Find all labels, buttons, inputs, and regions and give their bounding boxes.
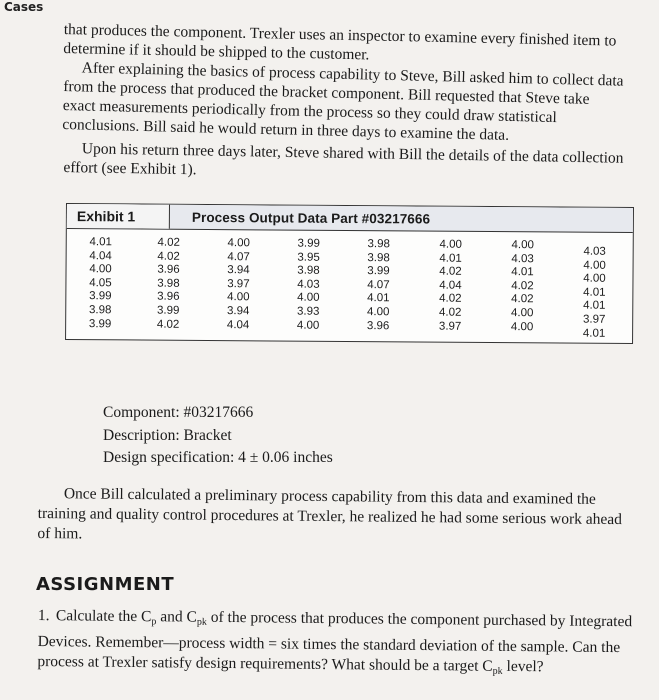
data-column [430, 239, 471, 334]
data-cell: 3.98 [367, 238, 390, 251]
data-column [358, 238, 399, 333]
data-cell: 4.00 [227, 291, 250, 304]
data-cell: 4.01 [89, 236, 112, 249]
data-cell: 4.02 [439, 265, 462, 278]
data-column [148, 237, 189, 332]
data-cell: 3.96 [157, 291, 180, 304]
data-cell: 4.02 [439, 292, 462, 306]
data-cell: 3.95 [297, 251, 320, 264]
data-cell: 4.01 [367, 292, 390, 305]
data-cell: 4.03 [583, 245, 606, 258]
data-cell: 3.98 [157, 277, 180, 290]
data-cell: 4.02 [157, 250, 180, 263]
question-text-c: of the process that produces the component purchased by Integrated Devices. Remember—process width = six times the standard deviation of the sample. Can the process at Trexler satisfy design requirements? What should be a target C [37, 608, 633, 675]
data-cell: 3.96 [157, 263, 180, 276]
paragraph-3: Upon his return three days later, Steve shared with Bill the details of the data collection effort (see Exhibit 1). [63, 140, 624, 179]
data-cell: 3.96 [366, 319, 390, 332]
section-tag: Cases [4, 0, 44, 14]
paragraph-4: Once Bill calculated a preliminary process capability from this data and examined the training and quality control procedures at Trexler, he realized he had some serious work ahead of him. [37, 485, 623, 543]
data-cell: 4.01 [583, 286, 606, 299]
data-cell: 3.94 [227, 264, 250, 277]
data-cell: 4.01 [439, 252, 462, 265]
data-cell: 4.02 [511, 279, 534, 293]
spec-design: Design specification: 4 ± 0.06 inches [103, 449, 333, 466]
assignment-heading: ASSIGNMENT [36, 574, 175, 595]
data-cell: 4.01 [583, 299, 606, 313]
data-cell: 4.00 [583, 259, 606, 272]
data-column [288, 238, 329, 333]
data-cell: 4.00 [510, 307, 534, 320]
data-cell: 4.04 [439, 279, 462, 292]
paragraph-1: that produces the component. Trexler uses an inspector to examine every finished item to determine if it should be shipped to the customer. [63, 20, 617, 64]
data-cell: 4.04 [226, 318, 250, 331]
spec-description: Description: Bracket [103, 426, 232, 444]
data-cell: 3.99 [157, 304, 180, 317]
question-text-d: level? [502, 657, 544, 676]
data-cell: 4.00 [296, 319, 320, 332]
subscript-pk: pk [196, 616, 207, 628]
data-cell: 4.00 [439, 238, 462, 251]
data-column [218, 237, 259, 332]
data-cell: 3.94 [227, 305, 250, 318]
question-text-a: Calculate the C [55, 607, 152, 626]
data-cell: 4.00 [511, 239, 534, 252]
data-cell: 4.00 [89, 263, 112, 276]
data-cell: 3.97 [227, 277, 250, 291]
data-column [574, 246, 615, 341]
data-cell: 3.99 [367, 265, 390, 278]
data-cell: 4.03 [297, 278, 320, 291]
data-cell: 4.00 [583, 272, 606, 285]
data-cell: 4.00 [227, 237, 250, 250]
spec-component: Component: #03217666 [103, 404, 254, 421]
subscript-pk-2: pk [492, 665, 503, 677]
data-cell: 4.00 [367, 306, 390, 319]
data-cell: 4.00 [510, 320, 534, 333]
question-number: 1. [37, 606, 50, 625]
data-cell: 4.02 [156, 318, 180, 331]
subscript-p: p [151, 616, 157, 628]
data-column [502, 239, 543, 334]
data-cell: 3.99 [297, 237, 320, 250]
data-cell: 4.02 [511, 293, 534, 306]
data-cell: 4.07 [227, 250, 250, 263]
data-cell: 4.02 [438, 306, 462, 319]
paragraph-2: After explaining the basics of process capability to Steve, Bill asked him to collect data from the process that produced the bracket component. Bill requested that Steve take exact measurements periodically from the process so they could draw statistical conclusions. Bill said he would return in three days to examine the data. [62, 59, 624, 144]
data-cell: 4.01 [582, 327, 606, 340]
data-cell: 4.04 [89, 249, 112, 262]
data-cell: 3.97 [438, 320, 462, 333]
exhibit-header [67, 204, 633, 233]
data-grid [74, 236, 627, 339]
data-cell: 3.98 [89, 304, 112, 317]
data-cell: 4.03 [511, 252, 534, 265]
spec-block [103, 402, 333, 470]
data-cell: 3.98 [367, 251, 390, 264]
question-1 [37, 606, 636, 684]
data-cell: 4.01 [511, 266, 534, 279]
data-cell: 3.99 [89, 290, 112, 303]
exhibit-table [65, 203, 634, 344]
data-cell: 3.93 [297, 305, 320, 318]
data-cell: 4.07 [367, 278, 390, 292]
data-cell: 4.02 [157, 236, 180, 249]
data-cell: 4.05 [89, 276, 112, 290]
data-cell: 3.99 [88, 317, 112, 330]
question-text-b: and C [156, 608, 198, 626]
data-cell: 4.00 [297, 291, 320, 305]
data-column [80, 236, 121, 331]
data-cell: 3.97 [582, 313, 606, 326]
exhibit-label: Exhibit 1 [67, 204, 170, 229]
data-cell: 3.98 [297, 264, 320, 277]
exhibit-title: Process Output Data Part #03217666 [191, 209, 431, 227]
